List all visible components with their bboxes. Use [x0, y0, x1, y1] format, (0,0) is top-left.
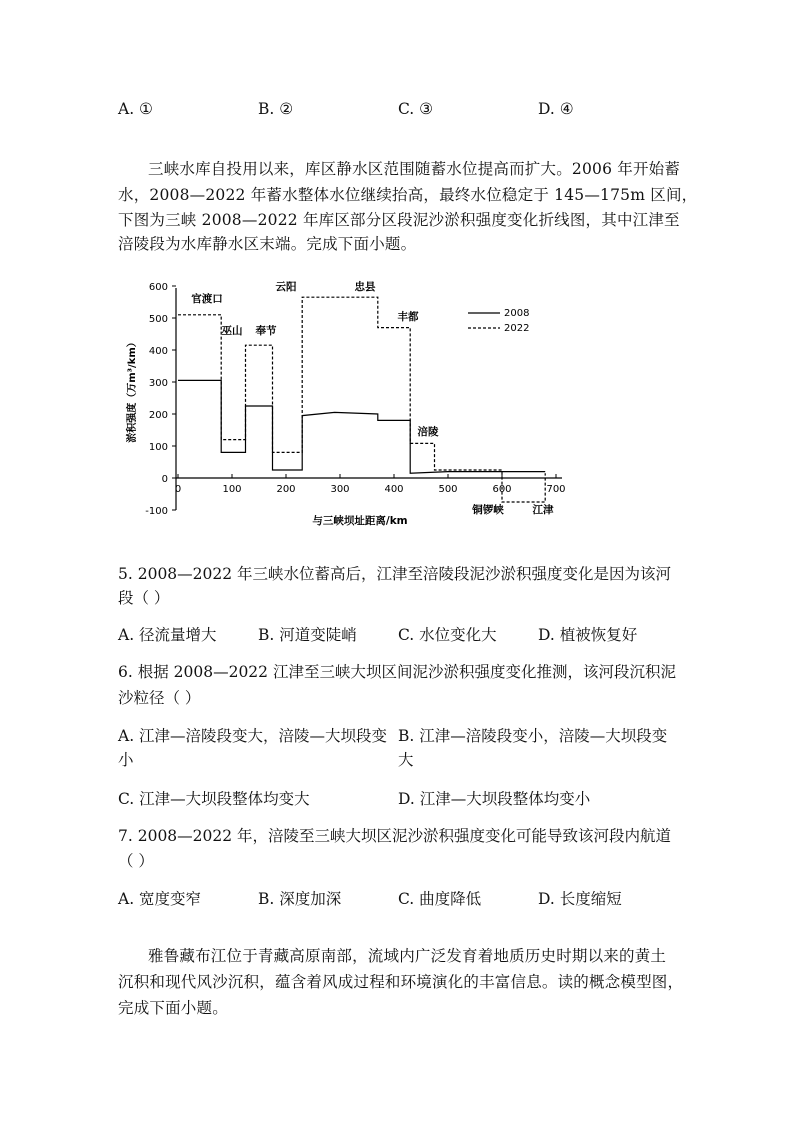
- x-tick-label: 100: [222, 484, 242, 495]
- y-axis-label: 淤积强度（万m³/km）: [127, 337, 138, 443]
- y-tick-label: 500: [148, 314, 168, 325]
- passage2-line2: 沉积和现代风沙沉积，蕴含着风成过程和环境演化的丰富信息。读的概念模型图，: [118, 973, 684, 991]
- y-tick-label: 300: [148, 378, 168, 389]
- place-label: 涪陵: [417, 426, 439, 438]
- passage2-line1: 雅鲁藏布江位于青藏高原南部，流域内广泛发育着地质历史时期以来的黄土: [148, 947, 667, 965]
- q7-stem-line2: （ ）: [118, 852, 154, 870]
- q5-option-c[interactable]: C. 水位变化大: [398, 626, 497, 644]
- place-label: 巫山: [221, 325, 243, 337]
- passage1-line2: 水，2008—2022 年蓄水整体水位继续抬高，最终水位稳定于 145—175m 区间，: [118, 186, 698, 204]
- x-tick-label: 400: [384, 484, 404, 495]
- q6-option-a[interactable]: A. 江津—涪陵段变大，涪陵—大坝段变: [118, 727, 388, 745]
- q6-option-b[interactable]: B. 江津—涪陵段变小，涪陵—大坝段变: [398, 727, 668, 745]
- q6-stem-line1: 6. 根据 2008—2022 江津至三峡大坝区间泥沙淤积强度变化推测，该河段沉积泥: [118, 663, 676, 681]
- prev-option-a: A. ①: [118, 100, 153, 118]
- x-tick-label: 600: [492, 484, 512, 495]
- y-tick-label: -100: [145, 506, 168, 517]
- q5-option-a[interactable]: A. 径流量增大: [118, 626, 217, 644]
- legend: [468, 308, 529, 334]
- x-tick-label: 0: [174, 484, 182, 495]
- place-label: 云阳: [275, 281, 297, 293]
- legend-2022: 2022: [504, 323, 530, 334]
- q6-option-c[interactable]: C. 江津—大坝段整体均变大: [118, 790, 310, 808]
- passage1-line1: 三峡水库自投用以来，库区静水区范围随蓄水位提高而扩大。2006 年开始蓄: [148, 160, 681, 178]
- place-label: 铜锣峡: [472, 504, 504, 516]
- passage1-line3: 下图为三峡 2008—2022 年库区部分区段泥沙淤积强度变化折线图，其中江津至: [118, 211, 680, 229]
- q7-option-b[interactable]: B. 深度加深: [258, 890, 342, 908]
- x-tick-label: 200: [276, 484, 296, 495]
- y-tick-label: 600: [148, 282, 168, 293]
- x-tick-label: 700: [546, 484, 566, 495]
- q5-option-b[interactable]: B. 河道变陡峭: [258, 626, 357, 644]
- q7-option-c[interactable]: C. 曲度降低: [398, 890, 482, 908]
- y-tick-label: 200: [148, 410, 168, 421]
- place-label: 奉节: [255, 325, 277, 337]
- q5-stem-line2: 段（ ）: [118, 589, 170, 607]
- q5-option-d[interactable]: D. 植被恢复好: [538, 626, 638, 644]
- q6-option-a-cont[interactable]: 小: [118, 751, 134, 769]
- prev-option-d: D. ④: [538, 100, 574, 118]
- y-tick-label: 400: [148, 346, 168, 357]
- x-tick-label: 300: [330, 484, 350, 495]
- place-label: 官渡口: [191, 293, 223, 305]
- q6-option-b-cont[interactable]: 大: [398, 751, 414, 769]
- prev-option-b: B. ②: [258, 100, 294, 118]
- series-line-2008: [178, 380, 545, 473]
- q6-option-d[interactable]: D. 江津—大坝段整体均变小: [398, 790, 591, 808]
- passage1-line4: 涪陵段为水库静水区末端。完成下面小题。: [118, 235, 417, 253]
- q7-stem-line1: 7. 2008—2022 年，涪陵至三峡大坝区泥沙淤积强度变化可能导致该河段内航道: [118, 827, 672, 845]
- passage2-line3: 完成下面小题。: [118, 999, 228, 1017]
- place-label: 江津: [532, 504, 554, 516]
- q7-option-a[interactable]: A. 宽度变窄: [118, 890, 202, 908]
- prev-option-c: C. ③: [398, 100, 434, 118]
- q6-stem-line2: 沙粒径（ ）: [118, 689, 201, 707]
- legend-2008: 2008: [504, 308, 530, 319]
- q5-stem-line1: 5. 2008—2022 年三峡水位蓄高后，江津至涪陵段泥沙淤积强度变化是因为该河: [118, 565, 672, 583]
- q7-option-d[interactable]: D. 长度缩短: [538, 890, 622, 908]
- place-label: 丰都: [397, 311, 419, 323]
- y-tick-label: 100: [148, 442, 168, 453]
- y-tick-label: 0: [161, 474, 168, 485]
- x-axis-label: 与三峡坝址距离/km: [312, 515, 408, 527]
- x-tick-label: 500: [438, 484, 458, 495]
- place-label: 忠县: [354, 281, 376, 293]
- sediment-chart: [110, 270, 580, 540]
